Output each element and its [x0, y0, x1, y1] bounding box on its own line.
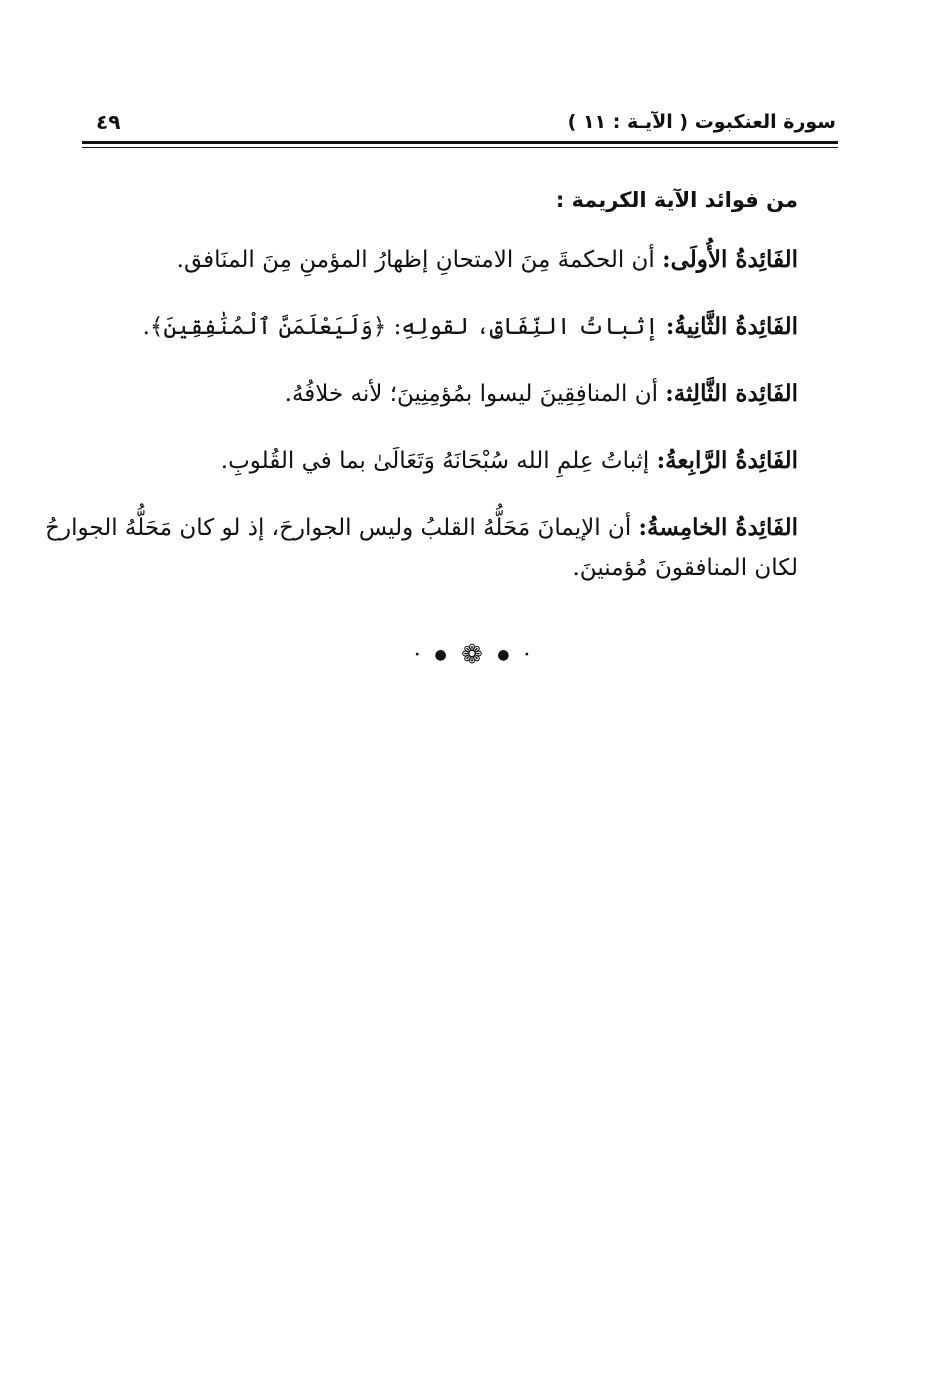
benefit-text: أن الإيمانَ مَحَلُّهُ القلبُ وليس الجوارحَ، إذ لو كان مَحَلُّهُ الجوارحُ لكان المنافقونَ مُؤمنينَ. [45, 515, 798, 581]
running-header [84, 108, 836, 138]
benefit-label: الفَائِدةُ الأُولَى: [662, 246, 798, 273]
benefit-paragraph-4 [78, 441, 798, 481]
main-content [45, 182, 798, 610]
separator-dot: ● [434, 647, 451, 663]
separator-dot: ● [497, 647, 514, 663]
header-rule-thick [82, 141, 838, 144]
benefit-text: إثباتُ النِّفَاقِ، لقولِهِ: ﴿وَلَيَعْلَمَنَّ ٱلْمُنَٰفِقِينَ﴾. [142, 314, 666, 340]
separator-dot: • [523, 649, 534, 661]
flower-ornament-icon: ❁ [461, 640, 487, 670]
separator-dot: • [414, 649, 425, 661]
benefit-label: الفَائِدة الثَّالِثة: [665, 380, 798, 407]
section-heading: من فوائد الآية الكريمة : [555, 188, 798, 212]
benefit-text: إثباتُ عِلمِ الله سُبْحَانَهُ وَتَعَالَىٰ بما في القُلوبِ. [220, 448, 657, 474]
benefit-text: أن المنافِقِينَ ليسوا بمُؤمِنِينَ؛ لأنه خلافُهُ. [284, 381, 666, 407]
page-number: ٤٩ [96, 110, 121, 134]
header-rule-thin [82, 147, 838, 148]
benefit-text: أن الحكمةَ مِنَ الامتحانِ إظهارُ المؤمنِ مِنَ المنَافق. [176, 247, 663, 273]
benefit-paragraph-2 [78, 307, 798, 347]
running-title: سورة العنكبوت ( الآيـة : ١١ ) [567, 111, 836, 133]
benefit-label: الفَائِدةُ الثَّانِيةُ: [665, 313, 798, 340]
section-separator [0, 640, 948, 670]
benefit-label: الفَائِدةُ الرَّابِعةُ: [656, 447, 798, 474]
benefit-paragraph-1 [78, 240, 798, 280]
benefit-paragraph-5 [8, 508, 798, 588]
benefit-label: الفَائِدةُ الخامِسةُ: [638, 514, 798, 541]
benefit-paragraph-3 [78, 374, 798, 414]
